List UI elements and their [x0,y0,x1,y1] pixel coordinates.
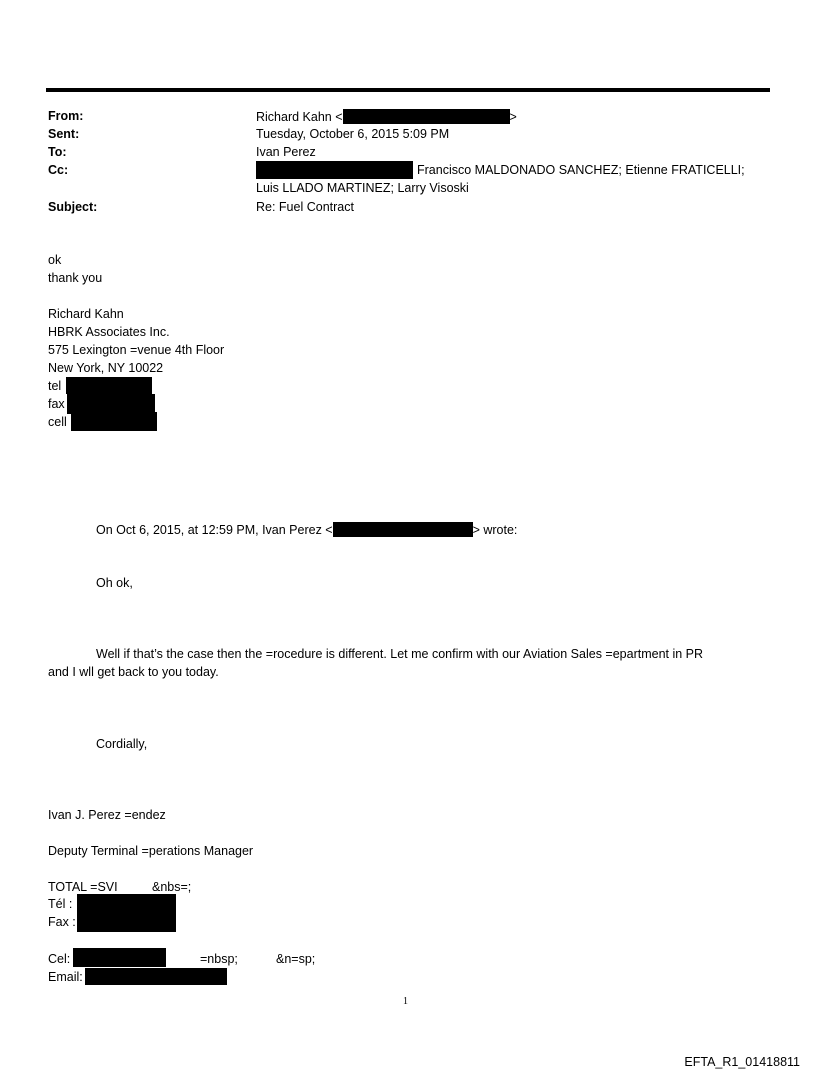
signature-cell: cell [48,415,67,429]
ivan-title: Deputy Terminal =perations Manager [48,844,254,858]
ivan-company: TOTAL =SVI [48,880,118,894]
redaction-bar [85,968,227,985]
redaction-bar [256,161,413,179]
ivan-email: Email: [48,970,83,984]
signature-city: New York, NY 10022 [48,361,164,375]
ivan-company-tail: &nbs=; [152,880,192,894]
redaction-bar [77,894,176,932]
signature-tel: tel [48,379,62,393]
to-value: Ivan Perez [256,145,316,159]
quote-cordially: Cordially, [96,737,148,751]
cc-line2: Luis LLADO MARTINEZ; Larry Visoski [256,181,469,195]
cc-label: Cc: [48,163,69,177]
redaction-bar [67,394,155,414]
quote-paragraph-line2: and I wll get back to you today. [48,665,219,679]
ivan-cel-tail1: =nbsp; [200,952,238,966]
signature-fax: fax [48,397,65,411]
subject-value: Re: Fuel Contract [256,200,354,214]
signature-company: HBRK Associates Inc. [48,325,170,339]
document-id: EFTA_R1_01418811 [684,1055,800,1069]
redaction-bar [66,377,152,394]
ivan-cel: Cel: [48,952,71,966]
quote-intro-suffix: > wrote: [472,523,518,537]
ivan-name: Ivan J. Perez =endez [48,808,166,822]
subject-label: Subject: [48,200,98,214]
body-line-ok: ok [48,253,62,267]
quote-intro-prefix: On Oct 6, 2015, at 12:59 PM, Ivan Perez < [96,523,333,537]
signature-address: 575 Lexington =venue 4th Floor [48,343,225,357]
cc-line1: Francisco MALDONADO SANCHEZ; Etienne FRATICELLI; [417,163,745,177]
from-suffix: > [509,110,517,124]
redaction-bar [333,522,473,537]
redaction-bar [343,109,510,124]
from-value [256,109,517,124]
redaction-bar [73,948,166,967]
quote-intro [96,522,517,537]
from-name: Richard Kahn < [256,110,343,124]
header-rule [46,88,770,92]
sent-value: Tuesday, October 6, 2015 5:09 PM [256,127,450,141]
to-label: To: [48,145,67,159]
quote-oh-ok: Oh ok, [96,576,133,590]
quote-paragraph-line1: Well if that’s the case then the =rocedure is different. Let me confirm with our Aviation Sales =epartment in PR [96,647,704,661]
page-number: 1 [403,996,408,1007]
body-line-thanks: thank you [48,271,103,285]
ivan-cel-tail2: &n=sp; [276,952,316,966]
sent-label: Sent: [48,127,80,141]
ivan-tel: Tél : [48,897,73,911]
redaction-bar [71,412,157,431]
signature-name: Richard Kahn [48,307,124,321]
from-label: From: [48,109,84,123]
ivan-fax: Fax : [48,915,76,929]
